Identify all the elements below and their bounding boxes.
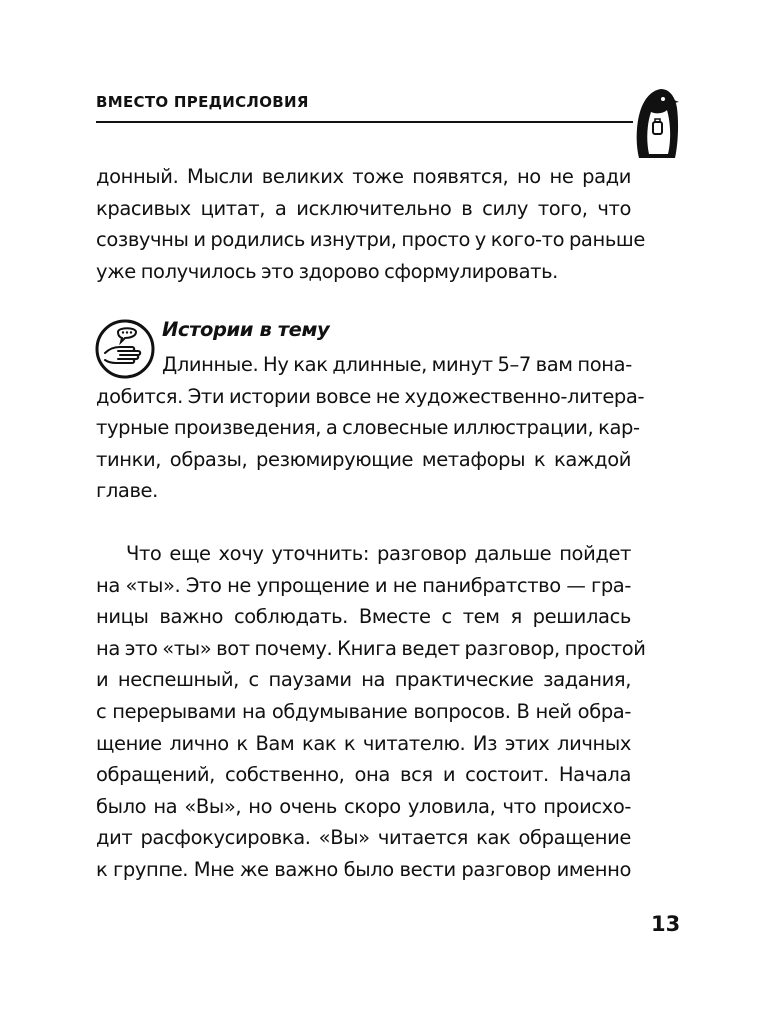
text-line: донный. Мысли великих тоже появятся, но не ради	[96, 165, 631, 188]
paragraph-3	[96, 538, 646, 886]
penguin-icon	[633, 84, 681, 160]
text-line: обращений, собственно, она вся и состоит. Начала	[96, 763, 631, 787]
text-line: созвучны и родились изнутри, просто у кого-то раньше	[96, 228, 645, 252]
stories-paragraph	[96, 349, 645, 507]
text-line: было на «Вы», но очень скоро уловила, что происхо-	[96, 794, 631, 818]
text-line: Длинные. Ну как длинные, минут 5–7 вам пона-	[162, 353, 632, 376]
text-line: на «ты». Это не упрощение и не панибратство — гра-	[96, 573, 631, 597]
running-header: ВМЕСТО ПРЕДИСЛОВИЯ	[96, 93, 309, 111]
text-line: щение лично к Вам как к читателю. Из этих личных	[96, 731, 631, 755]
text-line: с перерывами на обдумывание вопросов. В ней обра-	[96, 699, 631, 723]
text-line: добится. Эти истории вовсе не художественно-литера-	[96, 384, 645, 408]
text-line: на это «ты» вот почему. Книга ведет разговор, простой	[96, 636, 646, 660]
text-line: уже получилось это здорово сформулировать.	[96, 259, 558, 283]
text-line: тинки, образы, резюмирующие метафоры к каждой	[96, 447, 631, 471]
text-line: ницы важно соблюдать. Вместе с тем я решилась	[96, 605, 631, 629]
text-line: и неспешный, с паузами на практические задания,	[96, 668, 631, 692]
page-number: 13	[651, 912, 681, 936]
stories-heading: Истории в тему	[162, 318, 330, 341]
text-line: главе.	[96, 479, 158, 503]
text-line: красивых цитат, а исключительно в силу того, что	[96, 196, 631, 220]
text-line: дит расфокусировка. «Вы» читается как обращение	[96, 826, 631, 850]
text-line: турные произведения, а словесные иллюстрации, кар-	[96, 416, 640, 440]
text-line: Что еще хочу уточнить: разговор дальше пойдет	[126, 542, 631, 565]
text-line: к группе. Мне же важно было вести разговор именно	[96, 857, 631, 881]
header-rule	[96, 121, 633, 123]
paragraph-1	[96, 161, 645, 287]
